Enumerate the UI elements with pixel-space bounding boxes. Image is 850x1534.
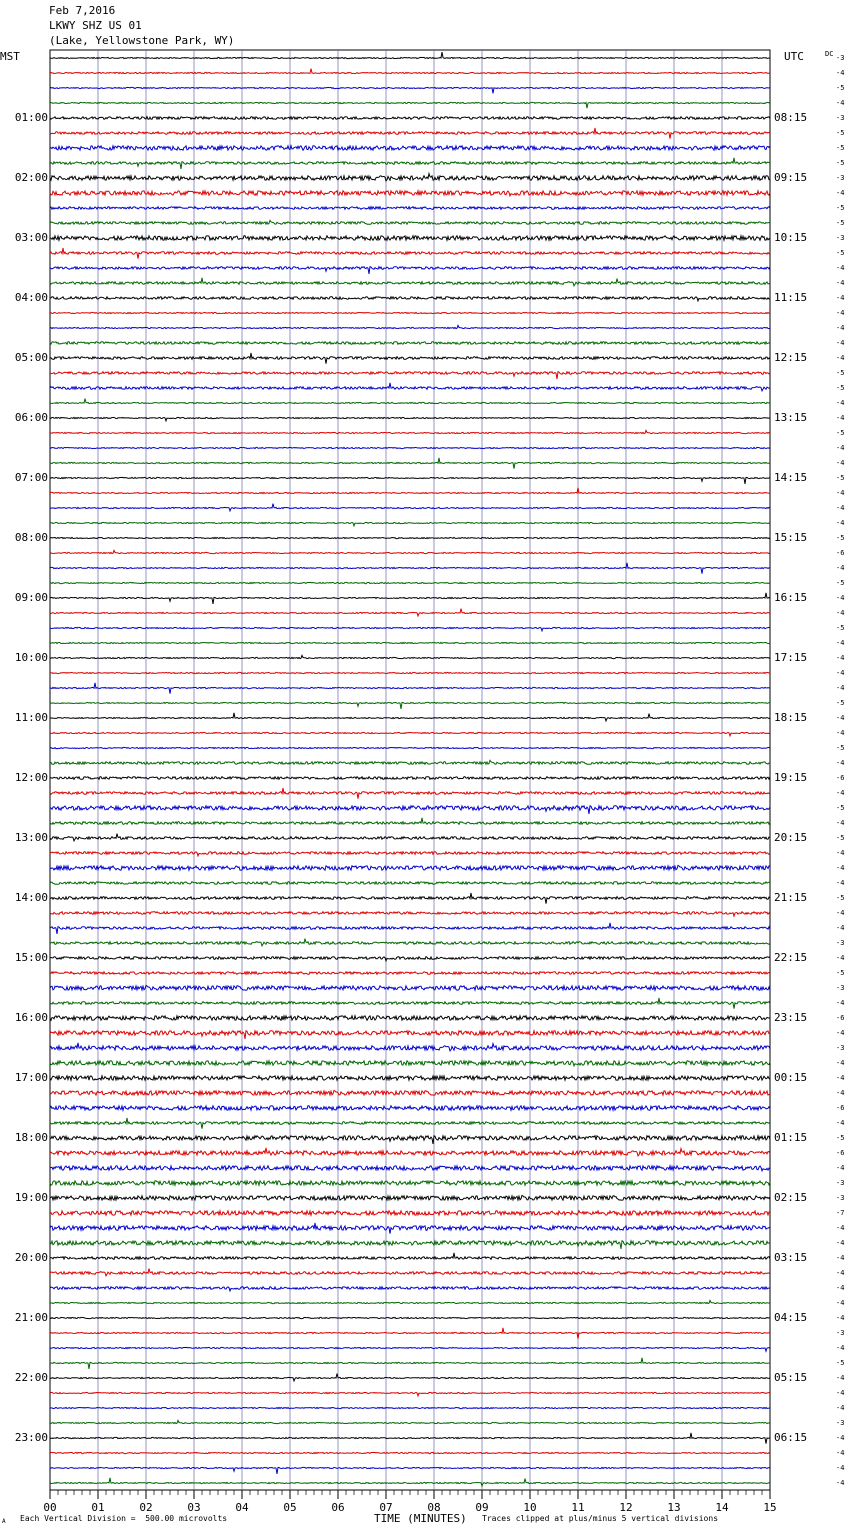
dc-offset-label: -6 bbox=[836, 1149, 845, 1157]
seismic-trace bbox=[50, 447, 770, 448]
seismic-trace bbox=[50, 52, 770, 59]
header-station: LKWY SHZ US 01 bbox=[49, 19, 142, 32]
seismic-trace bbox=[50, 1433, 770, 1444]
dc-offset-label: -4 bbox=[836, 729, 845, 737]
seismic-trace bbox=[50, 1211, 770, 1215]
x-tick-label: 05 bbox=[283, 1501, 297, 1514]
dc-offset-label: -4 bbox=[836, 789, 845, 797]
right-hour-label: 05:15 bbox=[774, 1371, 808, 1384]
left-hour-label: 20:00 bbox=[14, 1251, 48, 1264]
dc-offset-label: -4 bbox=[836, 294, 845, 302]
dc-offset-label: -5 bbox=[836, 534, 845, 542]
seismic-trace bbox=[50, 1407, 770, 1408]
seismic-trace bbox=[50, 417, 770, 421]
dc-offset-label: -4 bbox=[836, 399, 845, 407]
seismic-trace bbox=[50, 1166, 770, 1171]
dc-offset-label: -6 bbox=[836, 1014, 845, 1022]
dc-offset-label: -4 bbox=[836, 279, 845, 287]
dc-offset-label: -4 bbox=[836, 1029, 845, 1037]
seismic-trace bbox=[50, 1076, 770, 1080]
dc-offset-label: -4 bbox=[836, 1074, 845, 1082]
seismic-trace bbox=[50, 458, 770, 469]
left-hour-label: 21:00 bbox=[14, 1311, 48, 1324]
seismic-trace bbox=[50, 1287, 770, 1291]
seismic-trace bbox=[50, 1043, 770, 1051]
dc-offset-label: -4 bbox=[836, 639, 845, 647]
dc-offset-label: -4 bbox=[836, 519, 845, 527]
seismic-trace bbox=[50, 383, 770, 391]
seismic-trace bbox=[50, 760, 770, 764]
dc-offset-label: -4 bbox=[836, 489, 845, 497]
dc-offset-label: -4 bbox=[836, 309, 845, 317]
left-hour-label: 18:00 bbox=[14, 1131, 48, 1144]
dc-offset-label: -5 bbox=[836, 369, 845, 377]
left-hour-label: 09:00 bbox=[14, 591, 48, 604]
left-hour-label: 03:00 bbox=[14, 231, 48, 244]
dc-offset-label: -5 bbox=[836, 84, 845, 92]
right-hour-label: 12:15 bbox=[774, 351, 808, 364]
dc-offset-label: -4 bbox=[836, 1404, 845, 1412]
seismic-trace bbox=[50, 158, 770, 169]
seismic-trace bbox=[50, 1181, 770, 1185]
x-tick-label: 09 bbox=[475, 1501, 489, 1514]
right-hour-label: 04:15 bbox=[774, 1311, 808, 1324]
seismic-trace bbox=[50, 87, 770, 93]
seismic-trace bbox=[50, 747, 770, 748]
right-hour-label: 14:15 bbox=[774, 471, 808, 484]
seismic-trace bbox=[50, 1031, 770, 1039]
dc-offset-label: -4 bbox=[836, 594, 845, 602]
right-hour-label: 16:15 bbox=[774, 591, 808, 604]
dc-offset-label: -4 bbox=[836, 459, 845, 467]
dc-offset-label: -5 bbox=[836, 969, 845, 977]
dc-offset-label: -4 bbox=[836, 1389, 845, 1397]
seismic-trace bbox=[50, 1223, 770, 1234]
right-hour-label: 22:15 bbox=[774, 951, 808, 964]
x-axis-title: TIME (MINUTES) bbox=[374, 1512, 467, 1525]
dc-offset-label: -4 bbox=[836, 339, 845, 347]
right-hour-label: 06:15 bbox=[774, 1431, 808, 1444]
seismic-trace bbox=[50, 248, 770, 259]
seismic-trace bbox=[50, 655, 770, 658]
x-tick-label: 15 bbox=[763, 1501, 777, 1514]
dc-offset-label: -4 bbox=[836, 1284, 845, 1292]
seismic-trace bbox=[50, 430, 770, 433]
seismic-trace bbox=[50, 1118, 770, 1129]
seismic-trace bbox=[50, 852, 770, 856]
dc-offset-label: -5 bbox=[836, 1359, 845, 1367]
x-tick-label: 00 bbox=[43, 1501, 57, 1514]
right-hour-label: 15:15 bbox=[774, 531, 808, 544]
seismic-trace bbox=[50, 788, 770, 799]
right-hour-label: 02:15 bbox=[774, 1191, 808, 1204]
seismic-trace bbox=[50, 69, 770, 74]
seismic-trace bbox=[50, 1106, 770, 1110]
seismic-trace bbox=[50, 537, 770, 538]
dc-offset-label: -5 bbox=[836, 129, 845, 137]
dc-offset-label: -3 bbox=[836, 1044, 845, 1052]
dc-offset-label: -5 bbox=[836, 624, 845, 632]
right-hour-label: 08:15 bbox=[774, 111, 808, 124]
dc-offset-label: -5 bbox=[836, 1134, 845, 1142]
dc-offset-label: -4 bbox=[836, 99, 845, 107]
x-tick-label: 04 bbox=[235, 1501, 249, 1514]
dc-offset-label: -3 bbox=[836, 54, 845, 62]
seismic-trace bbox=[50, 593, 770, 604]
seismic-trace bbox=[50, 882, 770, 885]
seismic-trace bbox=[50, 117, 770, 120]
header-date: Feb 7,2016 bbox=[49, 4, 116, 17]
seismic-trace bbox=[50, 732, 770, 736]
dc-offset-label: -3 bbox=[836, 939, 845, 947]
dc-offset-label: -4 bbox=[836, 414, 845, 422]
dc-offset-label: -5 bbox=[836, 474, 845, 482]
dc-offset-label: -5 bbox=[836, 384, 845, 392]
left-hour-label: 11:00 bbox=[14, 711, 48, 724]
seismic-trace bbox=[50, 1300, 770, 1303]
seismic-trace bbox=[50, 642, 770, 643]
seismic-trace bbox=[50, 1392, 770, 1396]
x-tick-label: 10 bbox=[523, 1501, 537, 1514]
seismic-trace bbox=[50, 865, 770, 870]
seismic-trace bbox=[50, 923, 770, 934]
left-hour-label: 23:00 bbox=[14, 1431, 48, 1444]
left-hour-label: 07:00 bbox=[14, 471, 48, 484]
seismic-trace bbox=[50, 399, 770, 404]
dc-offset-label: -4 bbox=[836, 1449, 845, 1457]
seismic-trace bbox=[50, 174, 770, 181]
dc-offset-label: -3 bbox=[836, 1179, 845, 1187]
dc-label: DC bbox=[825, 50, 834, 58]
seismic-trace bbox=[50, 1136, 770, 1144]
seismic-trace bbox=[50, 278, 770, 286]
dc-offset-label: -6 bbox=[836, 774, 845, 782]
left-hour-label: 06:00 bbox=[14, 411, 48, 424]
dc-offset-label: -3 bbox=[836, 1419, 845, 1427]
dc-offset-label: -4 bbox=[836, 609, 845, 617]
dc-offset-label: -5 bbox=[836, 204, 845, 212]
x-tick-label: 12 bbox=[619, 1501, 633, 1514]
dc-offset-label: -4 bbox=[836, 324, 845, 332]
right-hour-label: 20:15 bbox=[774, 831, 808, 844]
dc-offset-label: -4 bbox=[836, 954, 845, 962]
seismic-trace bbox=[50, 102, 770, 108]
dc-offset-label: -5 bbox=[836, 894, 845, 902]
seismic-trace bbox=[50, 1148, 770, 1156]
left-hour-label: 05:00 bbox=[14, 351, 48, 364]
left-hour-label: 12:00 bbox=[14, 771, 48, 784]
dc-offset-label: -4 bbox=[836, 1224, 845, 1232]
dc-offset-label: -3 bbox=[836, 1329, 845, 1337]
dc-offset-label: -4 bbox=[836, 1254, 845, 1262]
dc-offset-label: -4 bbox=[836, 444, 845, 452]
right-hour-label: 03:15 bbox=[774, 1251, 808, 1264]
seismic-trace bbox=[50, 220, 770, 224]
seismic-trace bbox=[50, 1358, 770, 1369]
dc-offset-label: -5 bbox=[836, 429, 845, 437]
left-hour-label: 17:00 bbox=[14, 1071, 48, 1084]
dc-offset-label: -5 bbox=[836, 744, 845, 752]
dc-offset-label: -4 bbox=[836, 849, 845, 857]
seismic-trace bbox=[50, 1467, 770, 1474]
seismic-trace bbox=[50, 1253, 770, 1259]
x-tick-label: 13 bbox=[667, 1501, 681, 1514]
dc-offset-label: -4 bbox=[836, 1434, 845, 1442]
seismic-trace bbox=[50, 1478, 770, 1486]
left-hour-label: 19:00 bbox=[14, 1191, 48, 1204]
right-axis-title: UTC bbox=[784, 50, 804, 63]
dc-offset-label: -4 bbox=[836, 189, 845, 197]
seismic-trace bbox=[50, 627, 770, 631]
dc-offset-label: -3 bbox=[836, 984, 845, 992]
dc-offset-label: -4 bbox=[836, 714, 845, 722]
dc-offset-label: -4 bbox=[836, 1464, 845, 1472]
seismic-trace bbox=[50, 372, 770, 379]
footer-mark: A bbox=[2, 1518, 6, 1525]
seismic-trace bbox=[50, 672, 770, 673]
left-hour-label: 08:00 bbox=[14, 531, 48, 544]
seismic-trace bbox=[50, 191, 770, 196]
dc-offset-label: -5 bbox=[836, 834, 845, 842]
seismic-trace bbox=[50, 713, 770, 721]
left-hour-label: 15:00 bbox=[14, 951, 48, 964]
seismic-trace bbox=[50, 972, 770, 975]
right-hour-label: 01:15 bbox=[774, 1131, 808, 1144]
left-hour-label: 22:00 bbox=[14, 1371, 48, 1384]
seismic-trace bbox=[50, 1452, 770, 1453]
right-hour-label: 18:15 bbox=[774, 711, 808, 724]
right-hour-label: 13:15 bbox=[774, 411, 808, 424]
dc-offset-label: -7 bbox=[836, 1209, 845, 1217]
dc-offset-label: -4 bbox=[836, 354, 845, 362]
dc-offset-label: -4 bbox=[836, 1239, 845, 1247]
seismic-trace bbox=[50, 1328, 770, 1339]
header-location: (Lake, Yellowstone Park, WY) bbox=[49, 34, 235, 47]
seismic-trace bbox=[50, 146, 770, 150]
dc-offset-label: -5 bbox=[836, 159, 845, 167]
right-hour-label: 10:15 bbox=[774, 231, 808, 244]
dc-offset-label: -4 bbox=[836, 924, 845, 932]
left-hour-label: 16:00 bbox=[14, 1011, 48, 1024]
left-hour-label: 13:00 bbox=[14, 831, 48, 844]
dc-offset-label: -5 bbox=[836, 249, 845, 257]
seismic-trace bbox=[50, 1374, 770, 1381]
seismic-trace bbox=[50, 957, 770, 961]
dc-offset-label: -3 bbox=[836, 1194, 845, 1202]
seismic-trace bbox=[50, 834, 770, 841]
dc-offset-label: -5 bbox=[836, 699, 845, 707]
dc-offset-label: -4 bbox=[836, 1299, 845, 1307]
seismic-trace bbox=[50, 912, 770, 917]
seismic-trace bbox=[50, 312, 770, 313]
seismic-trace bbox=[50, 683, 770, 694]
seismic-trace bbox=[50, 1269, 770, 1276]
x-tick-label: 01 bbox=[91, 1501, 105, 1514]
right-hour-label: 11:15 bbox=[774, 291, 808, 304]
right-hour-label: 09:15 bbox=[774, 171, 808, 184]
seismic-trace bbox=[50, 1090, 770, 1095]
left-axis-title: MST bbox=[0, 50, 20, 63]
dc-offset-label: -4 bbox=[836, 1374, 845, 1382]
dc-offset-label: -4 bbox=[836, 1344, 845, 1352]
seismic-trace bbox=[50, 342, 770, 345]
dc-offset-label: -4 bbox=[836, 504, 845, 512]
seismic-trace bbox=[50, 267, 770, 274]
seismic-trace bbox=[50, 477, 770, 484]
footer-scale: Each Vertical Division = 500.00 microvolts bbox=[20, 1514, 228, 1523]
seismic-trace bbox=[50, 777, 770, 780]
seismic-trace bbox=[50, 939, 770, 946]
footer-clip-note: Traces clipped at plus/minus 5 vertical divisions bbox=[482, 1514, 719, 1523]
dc-offset-label: -4 bbox=[836, 1479, 845, 1487]
x-tick-label: 08 bbox=[427, 1501, 441, 1514]
seismic-trace bbox=[50, 207, 770, 210]
seismic-trace bbox=[50, 504, 770, 511]
seismic-trace bbox=[50, 297, 770, 301]
seismic-trace bbox=[50, 550, 770, 553]
seismic-trace bbox=[50, 998, 770, 1009]
dc-offset-label: -3 bbox=[836, 234, 845, 242]
right-hour-label: 17:15 bbox=[774, 651, 808, 664]
dc-offset-label: -4 bbox=[836, 684, 845, 692]
dc-offset-label: -4 bbox=[836, 69, 845, 77]
dc-offset-label: -4 bbox=[836, 1119, 845, 1127]
seismic-trace bbox=[50, 1420, 770, 1423]
dc-offset-label: -4 bbox=[836, 1269, 845, 1277]
dc-offset-label: -4 bbox=[836, 564, 845, 572]
seismic-trace bbox=[50, 1195, 770, 1200]
right-hour-label: 23:15 bbox=[774, 1011, 808, 1024]
dc-offset-label: -4 bbox=[836, 1059, 845, 1067]
dc-offset-label: -3 bbox=[836, 114, 845, 122]
seismic-trace bbox=[50, 1061, 770, 1066]
dc-offset-label: -4 bbox=[836, 879, 845, 887]
x-tick-label: 06 bbox=[331, 1501, 345, 1514]
seismic-trace bbox=[50, 985, 770, 990]
seismic-trace bbox=[50, 582, 770, 583]
dc-offset-label: -4 bbox=[836, 909, 845, 917]
right-hour-label: 19:15 bbox=[774, 771, 808, 784]
dc-offset-label: -3 bbox=[836, 174, 845, 182]
seismic-trace bbox=[50, 325, 770, 328]
dc-offset-label: -6 bbox=[836, 1104, 845, 1112]
seismic-trace bbox=[50, 1016, 770, 1020]
seismic-trace bbox=[50, 128, 770, 139]
seismic-trace bbox=[50, 1347, 770, 1351]
dc-offset-label: -5 bbox=[836, 219, 845, 227]
seismic-trace bbox=[50, 1317, 770, 1318]
dc-offset-label: -4 bbox=[836, 759, 845, 767]
left-hour-label: 10:00 bbox=[14, 651, 48, 664]
seismic-trace bbox=[50, 806, 770, 814]
seismic-trace bbox=[50, 236, 770, 240]
dc-offset-label: -4 bbox=[836, 1089, 845, 1097]
left-hour-label: 04:00 bbox=[14, 291, 48, 304]
dc-offset-label: -4 bbox=[836, 819, 845, 827]
left-hour-label: 01:00 bbox=[14, 111, 48, 124]
dc-offset-label: -4 bbox=[836, 669, 845, 677]
dc-offset-label: -5 bbox=[836, 579, 845, 587]
left-hour-label: 02:00 bbox=[14, 171, 48, 184]
dc-offset-label: -4 bbox=[836, 1314, 845, 1322]
x-tick-label: 07 bbox=[379, 1501, 393, 1514]
seismic-trace bbox=[50, 1241, 770, 1249]
seismic-trace bbox=[50, 522, 770, 526]
dc-offset-label: -4 bbox=[836, 999, 845, 1007]
seismic-trace bbox=[50, 353, 770, 364]
dc-offset-label: -4 bbox=[836, 1164, 845, 1172]
seismic-trace bbox=[50, 563, 770, 574]
seismic-trace bbox=[50, 488, 770, 494]
dc-offset-label: -5 bbox=[836, 804, 845, 812]
right-hour-label: 00:15 bbox=[774, 1071, 808, 1084]
x-tick-label: 11 bbox=[571, 1501, 585, 1514]
right-hour-label: 21:15 bbox=[774, 891, 808, 904]
dc-offset-label: -4 bbox=[836, 654, 845, 662]
seismic-trace bbox=[50, 609, 770, 616]
seismic-trace bbox=[50, 818, 770, 824]
seismic-trace bbox=[50, 702, 770, 709]
x-tick-label: 14 bbox=[715, 1501, 729, 1514]
dc-offset-label: -5 bbox=[836, 144, 845, 152]
x-tick-label: 03 bbox=[187, 1501, 201, 1514]
dc-offset-label: -4 bbox=[836, 264, 845, 272]
dc-offset-label: -4 bbox=[836, 864, 845, 872]
left-hour-label: 14:00 bbox=[14, 891, 48, 904]
seismic-trace bbox=[50, 893, 770, 904]
dc-offset-label: -6 bbox=[836, 549, 845, 557]
x-tick-label: 02 bbox=[139, 1501, 153, 1514]
